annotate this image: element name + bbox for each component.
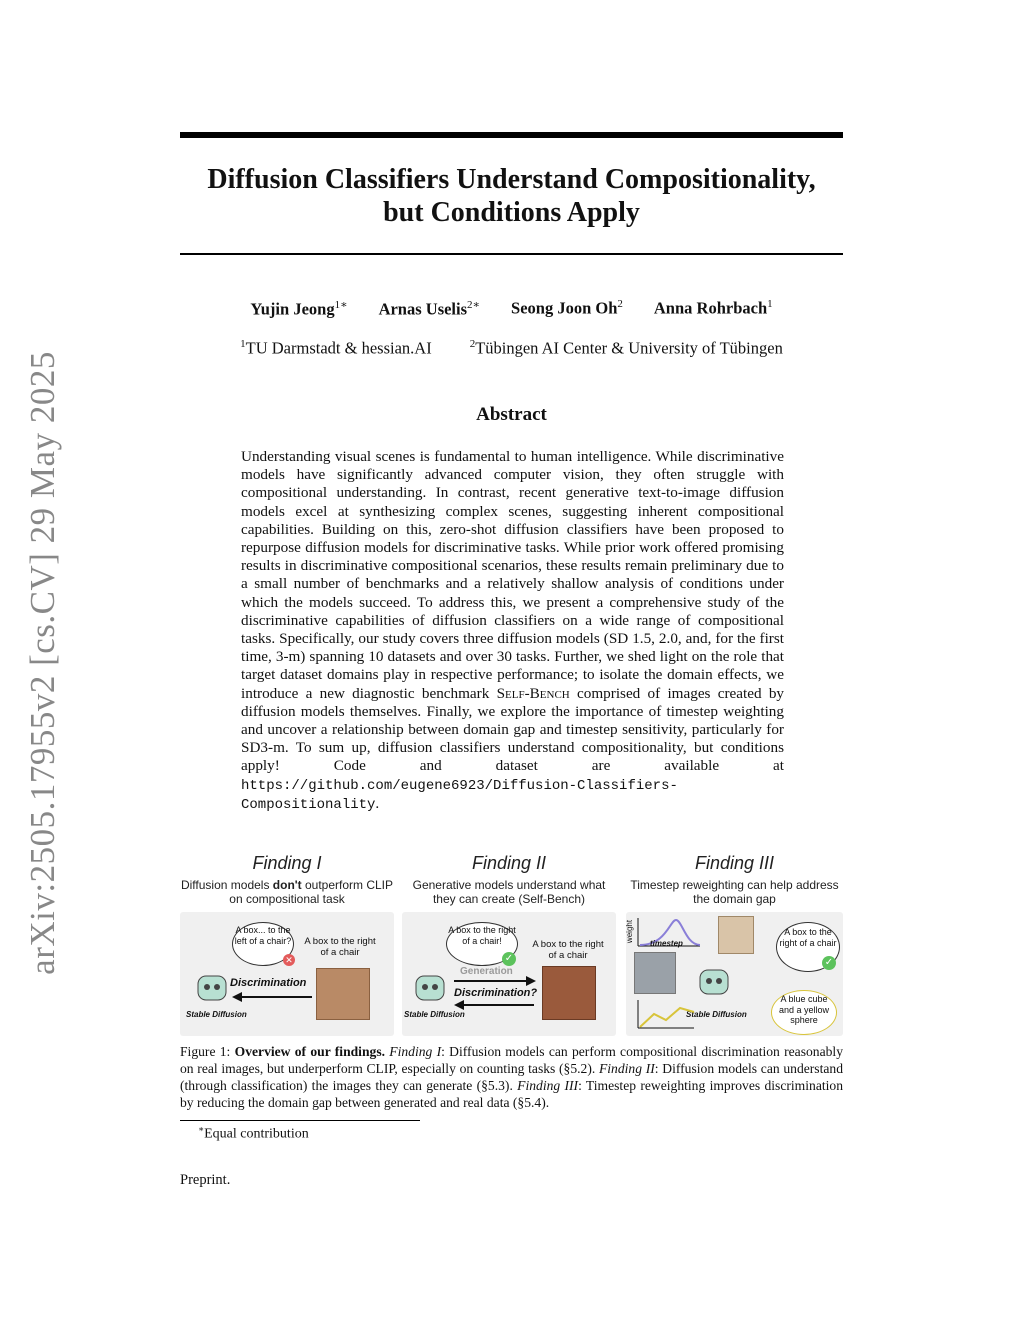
- check-icon: ✓: [502, 952, 516, 966]
- finding-1-panel: [180, 848, 394, 1036]
- title-top-rule: [180, 132, 843, 138]
- generated-cube-photo: [634, 952, 676, 994]
- figure-caption: Figure 1: Overview of our findings. Finding I: Diffusion models can perform compositional discrimination reasonably on real images, but underperform CLIP, especially on counting tasks (§5.2). Finding II: Diffusion models can understand (through classification) the images they can generate (§5.3). Finding III: Timestep reweighting improves discrimination by reducing the domain gap between generated and real data (§5.4).: [180, 1044, 843, 1110]
- arrow-right-icon: [454, 976, 536, 986]
- finding-3-panel: [626, 848, 843, 1036]
- arrow-left-icon: [454, 1000, 536, 1010]
- arrow-left-icon: [232, 992, 314, 1002]
- self-bench-name: Self-Bench: [496, 684, 570, 702]
- finding-2-illustration: [402, 912, 616, 1036]
- model-label: Stable Diffusion: [186, 1010, 247, 1019]
- chair-photo: [316, 968, 370, 1020]
- discrimination-label: Discrimination?: [454, 987, 538, 999]
- thought-bubble: A box... to the left of a chair?: [232, 922, 294, 966]
- finding-2-panel: [402, 848, 616, 1036]
- preprint-label: Preprint.: [180, 1172, 231, 1188]
- finding-2-heading: Finding II: [471, 853, 547, 873]
- real-chair-photo: [718, 916, 754, 954]
- generation-label: Generation: [460, 966, 513, 977]
- title-line-1: Diffusion Classifiers Understand Compositionality,: [207, 164, 816, 195]
- author: Yujin Jeong$^{1∗}$: [250, 299, 348, 319]
- arxiv-identifier: arXiv:2505.17955v2 [cs.CV] 29 May 2025: [23, 351, 62, 975]
- thought-bubble: A box to the right of a chair: [776, 922, 840, 972]
- generated-chair-photo: [542, 966, 596, 1020]
- axis-x-label: timestep: [650, 939, 683, 948]
- check-icon: ✓: [822, 956, 836, 970]
- affiliation-list: [180, 338, 843, 359]
- thought-bubble: A box to the right of a chair!: [446, 922, 518, 966]
- finding-1-heading: Finding I: [252, 853, 322, 873]
- footnote-rule: [180, 1120, 420, 1121]
- timestep-weight-plot: [636, 998, 696, 1032]
- title-bottom-rule: [180, 253, 843, 255]
- author: Seong Joon Oh$^2$: [511, 298, 623, 318]
- thought-bubble: A blue cube and a yellow sphere: [771, 990, 837, 1035]
- finding-3-illustration: [626, 912, 843, 1036]
- author: Anna Rohrbach$^1$: [653, 298, 773, 318]
- title-line-2: but Conditions Apply: [383, 197, 640, 228]
- finding-1-illustration: [180, 912, 394, 1036]
- model-label: Stable Diffusion: [686, 1010, 747, 1019]
- footnote: ∗Equal contribution: [198, 1124, 309, 1142]
- model-label: Stable Diffusion: [404, 1010, 465, 1019]
- author-list: [180, 298, 843, 320]
- author: Arnas Uselis$^{2∗}$: [378, 299, 481, 319]
- code-url-link[interactable]: https://github.com/eugene6923/Diffusion-Classifiers-Compositionality: [241, 777, 678, 813]
- paper-title: [180, 163, 843, 229]
- finding-3-subtitle: Timestep reweighting can help address the domain gap: [630, 878, 839, 906]
- finding-1-subtitle: Diffusion models don't outperform CLIP on compositional task: [180, 878, 394, 906]
- affiliation: $^2$Tübingen AI Center & University of Tübingen: [469, 338, 783, 358]
- axis-y-label: weight: [625, 919, 635, 944]
- robot-icon: [412, 970, 448, 1006]
- discrimination-label: Discrimination: [230, 977, 307, 989]
- figure-1: [180, 848, 843, 1038]
- abstract-body: Understanding visual scenes is fundamental to human intelligence. While discriminative models have significantly advanced computer vision, they often struggle with compositional understanding. In contrast, recent generative text-to-image diffusion models excel at synthesizing complex scenes, suggesting inherent compositional capabilities. Building on this, zero-shot diffusion classifiers have been proposed to repurpose diffusion models for discriminative tasks. While prior work offered promising results in discriminative compositional scenarios, these results remain preliminary due to a small number of benchmarks and a relatively shallow analysis of conditions under which the models succeed. To address this, we present a comprehensive study of the discriminative capabilities of diffusion classifiers on a wide range of compositional tasks. Specifically, our study covers three diffusion models (SD 1.5, 2.0, and, for the first time, 3-m) spanning 10 datasets and over 30 tasks. Further, we shed light on the role that target dataset domains play in respective performance; to isolate the domain effects, we introduce a new diagnostic benchmark Self-Bench comprised of images created by diffusion models themselves. Finally, we explore the importance of timestep weighting and uncover a relationship between domain gap and timestep sensitivity, particularly for SD3-m. To sum up, diffusion classifiers understand compositionality, but conditions apply! Code and dataset are available at https://github.com/eugene6923/Diffusion-Classifiers-Compositionality.: [241, 448, 785, 813]
- caption-label: A box to the right of a chair: [532, 939, 604, 961]
- robot-icon: [696, 964, 732, 1000]
- finding-2-subtitle: Generative models understand what they can create (Self-Bench): [412, 878, 606, 906]
- robot-icon: [194, 970, 230, 1006]
- affiliation: $^1$TU Darmstadt & hessian.AI: [240, 338, 432, 358]
- finding-3-heading: Finding III: [694, 853, 775, 873]
- caption-label: A box to the right of a chair: [304, 936, 376, 958]
- cross-icon: ✕: [283, 954, 295, 966]
- abstract-heading: Abstract: [476, 404, 547, 425]
